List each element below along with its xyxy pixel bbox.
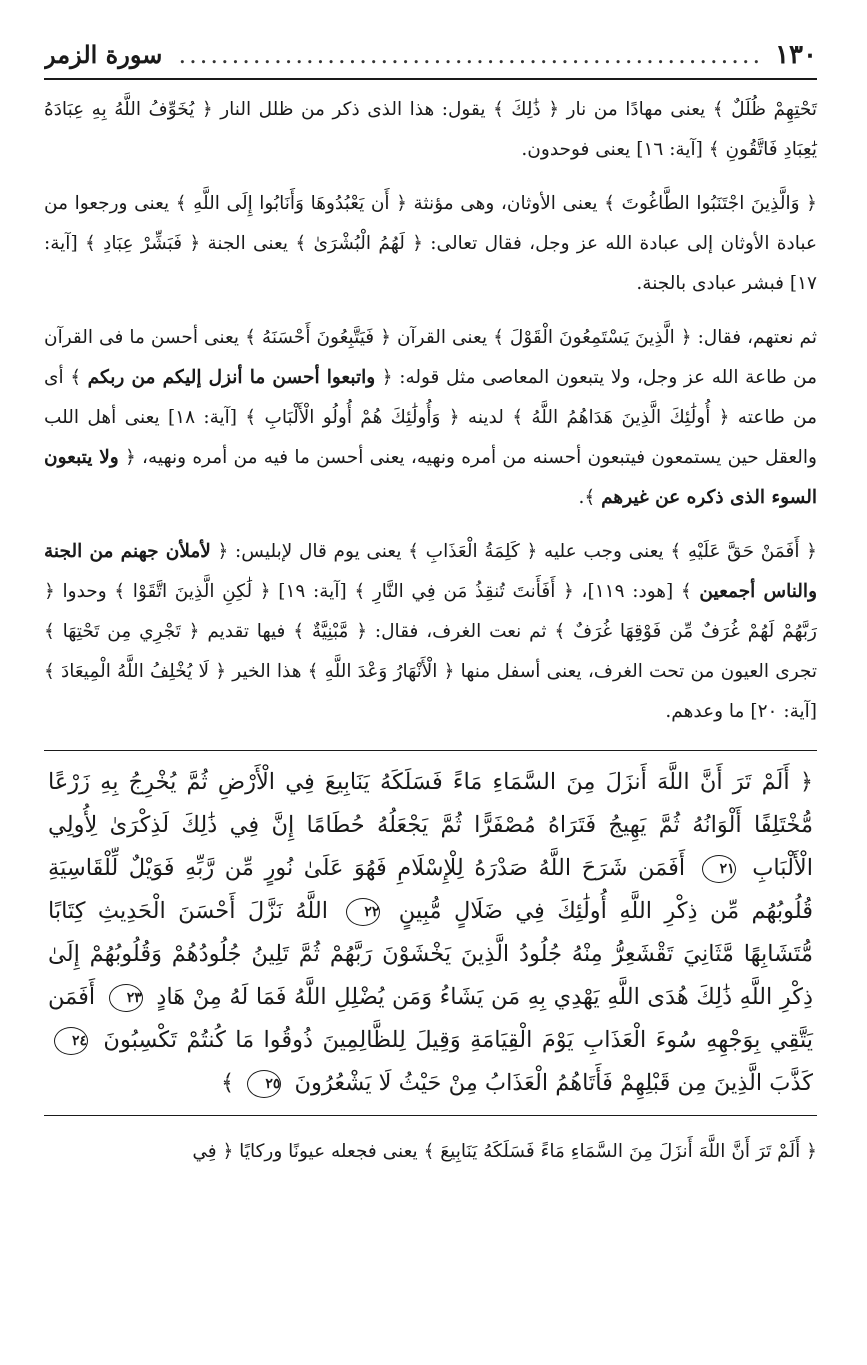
ornate-bracket-open: ﴿ bbox=[799, 769, 813, 795]
header-leader-dots bbox=[174, 41, 763, 69]
commentary-paragraph-1 bbox=[44, 90, 817, 170]
paragraph-text: ﴾. bbox=[578, 487, 596, 508]
page-header bbox=[44, 40, 817, 80]
ornate-bracket-close: ﴾ bbox=[221, 1070, 235, 1096]
bold-quote: واتبعوا أحسن ما أنزل إليكم من ربكم bbox=[87, 367, 376, 388]
verse-text: أَفَمَن يَتَّقِي بِوَجْهِهِ سُوءَ الْعَذَابِ يَوْمَ الْقِيَامَةِ وَقِيلَ لِلظَّالِمِينَ ذُوقُوا مَا كُنتُمْ تَكْسِبُونَ bbox=[48, 984, 813, 1053]
commentary-paragraph-2 bbox=[44, 184, 817, 304]
paragraph-text: ﴾ [هود: ١١٩]، ﴿ أَفَأَنتَ تُنقِذُ مَن فِي النَّارِ ﴾ [آية: ١٩] ﴿ لَٰكِنِ الَّذِينَ اتَّقَوْا ﴾ وحدوا ﴿ رَبَّهُمْ لَهُمْ غُرَفٌ مِّن فَوْقِهَا غُرَفٌ ﴾ ثم نعت الغرف، فقال: ﴿ مَّبْنِيَّةٌ ﴾ فيها تقديم ﴿ تَجْرِي مِن تَحْتِهَا ﴾ تجرى العيون من تحت الغرف، يعنى أسفل منها ﴿ الْأَنْهَارُ وَعْدَ اللَّهِ ﴾ هذا الخير ﴿ لَا يُخْلِفُ اللَّهُ الْمِيعَادَ ﴾ [آية: ٢٠] ما وعدهم. bbox=[44, 581, 817, 722]
verse-text: أَفَمَن شَرَحَ اللَّهُ صَدْرَهُ لِلْإِسْلَامِ فَهُوَ عَلَىٰ نُورٍ مِّن رَّبِّهِ فَوَيْلٌ لِّلْقَاسِيَةِ قُلُوبُهُم مِّن ذِكْرِ اللَّهِ أُولَٰئِكَ فِي ضَلَالٍ مُّبِينٍ bbox=[48, 855, 813, 924]
paragraph-text: تَحْتِهِمْ ظُلَلٌ ﴾ يعنى مهادًا من نار ﴿ ذَٰلِكَ ﴾ يقول: هذا الذى ذكر من ظلل النار ﴿ يُخَوِّفُ اللَّهُ بِهِ عِبَادَهُ يَٰعِبَادِ فَاتَّقُونِ ﴾ [آية: ١٦] يعنى فوحدون. bbox=[44, 99, 817, 160]
commentary-paragraph-4 bbox=[44, 532, 817, 732]
paragraph-text: ﴿ وَالَّذِينَ اجْتَنَبُوا الطَّاغُوتَ ﴾ يعنى الأوثان، وهى مؤنثة ﴿ أَن يَعْبُدُوهَا وَأَنَابُوا إِلَى اللَّهِ ﴾ يعنى ورجعوا من عبادة الأوثان إلى عبادة الله عز وجل، فقال تعالى: ﴿ لَهُمُ الْبُشْرَىٰ ﴾ يعنى الجنة ﴿ فَبَشِّرْ عِبَادِ ﴾ [آية: ١٧] فبشر عبادى بالجنة. bbox=[44, 193, 817, 294]
quran-verses-block bbox=[44, 750, 817, 1116]
surah-title: سورة الزمر bbox=[44, 40, 163, 69]
verse-number-marker: ٢١ bbox=[702, 855, 736, 883]
paragraph-text: ﴾ أى من طاعته ﴿ أُولَٰئِكَ الَّذِينَ هَدَاهُمُ اللَّهُ ﴾ لدينه ﴿ وَأُولَٰئِكَ هُمْ أُولُو الْأَلْبَابِ ﴾ [آية: ١٨] يعنى أهل اللب والعقل حين يستمعون فيتبعون أحسنه من أمره ونهيه، يعنى أحسن ما فيه من أمره ونهيه، ﴿ bbox=[44, 367, 817, 468]
verse-text: أَلَمْ تَرَ أَنَّ اللَّهَ أَنزَلَ مِنَ السَّمَاءِ مَاءً فَسَلَكَهُ يَنَابِيعَ فِي الْأَرْضِ ثُمَّ يُخْرِجُ بِهِ زَرْعًا مُّخْتَلِفًا أَلْوَانُهُ ثُمَّ يَهِيجُ فَتَرَاهُ مُصْفَرًّا ثُمَّ يَجْعَلُهُ حُطَامًا إِنَّ فِي ذَٰلِكَ لَذِكْرَىٰ لِأُولِي الْأَلْبَابِ bbox=[48, 769, 814, 881]
verse-number-marker: ٢٥ bbox=[247, 1070, 281, 1098]
page-number: ١٣٠ bbox=[775, 40, 817, 70]
paragraph-text: ﴿ أَفَمَنْ حَقَّ عَلَيْهِ ﴾ يعنى وجب عليه ﴿ كَلِمَةُ الْعَذَابِ ﴾ يعنى يوم قال لإبليس: ﴿ bbox=[217, 541, 817, 562]
commentary-continuation-line: ﴿ أَلَمْ تَرَ أَنَّ اللَّهَ أَنزَلَ مِنَ السَّمَاءِ مَاءً فَسَلَكَهُ يَنَابِيعَ ﴾ يعنى فجعله عيونًا وركايًا ﴿ فِي bbox=[192, 1141, 817, 1162]
verse-number-marker: ٢٢ bbox=[346, 898, 380, 926]
verse-text: اللَّهُ نَزَّلَ أَحْسَنَ الْحَدِيثِ كِتَابًا مُّتَشَابِهًا مَّثَانِيَ تَقْشَعِرُّ مِنْهُ جُلُودُ الَّذِينَ يَخْشَوْنَ رَبَّهُمْ ثُمَّ تَلِينُ جُلُودُهُمْ وَقُلُوبُهُمْ إِلَىٰ ذِكْرِ اللَّهِ ذَٰلِكَ هُدَى اللَّهِ يَهْدِي بِهِ مَن يَشَاءُ وَمَن يُضْلِلِ اللَّهُ فَمَا لَهُ مِنْ هَادٍ bbox=[48, 898, 814, 1010]
verse-number-marker: ٢٣ bbox=[109, 984, 143, 1012]
verse-text: كَذَّبَ الَّذِينَ مِن قَبْلِهِمْ فَأَتَاهُمُ الْعَذَابُ مِنْ حَيْثُ لَا يَشْعُرُونَ bbox=[294, 1070, 813, 1096]
bold-quote: لأملأن جهنم من الجنة والناس أجمعين bbox=[44, 541, 817, 602]
bold-quote: ولا يتبعون السوء الذى ذكره عن غيرهم bbox=[44, 447, 817, 508]
paragraph-text: ثم نعتهم، فقال: ﴿ الَّذِينَ يَسْتَمِعُونَ الْقَوْلَ ﴾ يعنى القرآن ﴿ فَيَتَّبِعُونَ أَحْسَنَهُ ﴾ يعنى أحسن ما فى القرآن من طاعة الله عز وجل، ولا يتبعون المعاصى مثل قوله: ﴿ bbox=[44, 327, 818, 388]
verse-number-marker: ٢٤ bbox=[54, 1027, 88, 1055]
commentary-paragraph-3 bbox=[44, 318, 817, 518]
